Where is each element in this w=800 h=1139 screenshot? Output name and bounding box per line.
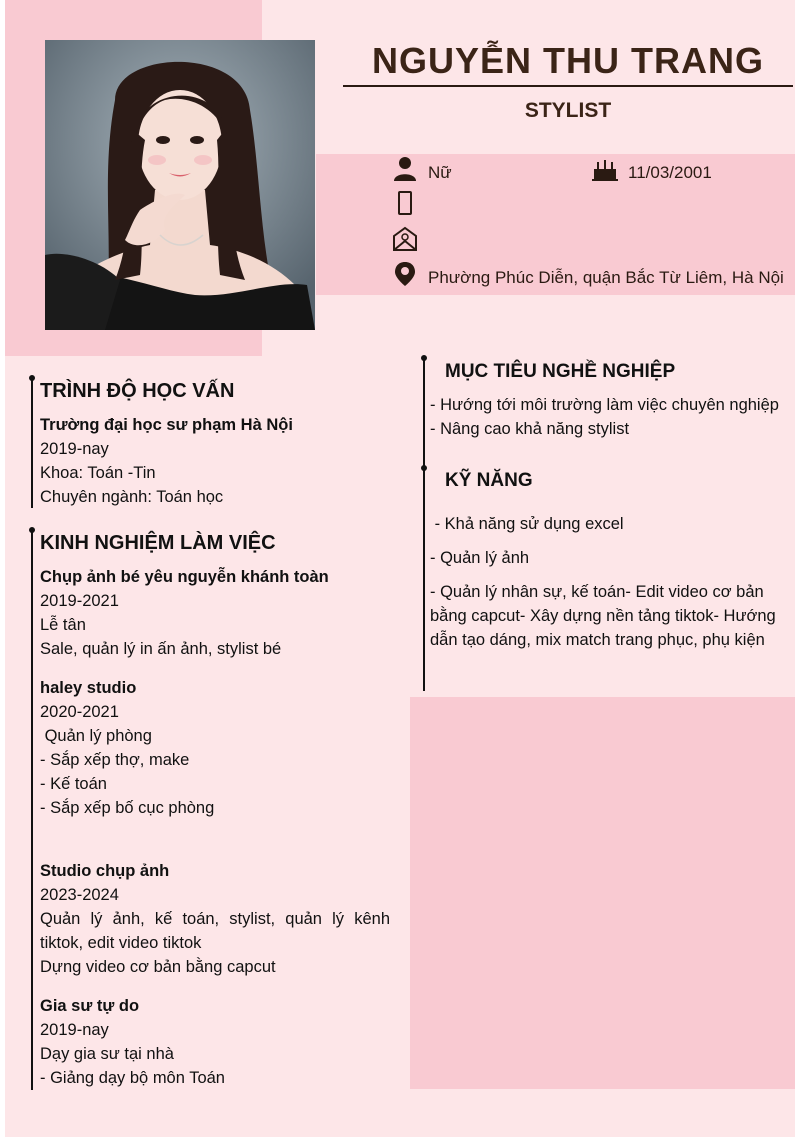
job-detail: Dựng video cơ bản bằng capcut (40, 958, 276, 976)
job-company: Gia sư tự do (40, 997, 140, 1015)
objective-heading: MỤC TIÊU NGHỀ NGHIỆP (445, 361, 676, 382)
objective-line: - Nâng cao khả năng stylist (430, 420, 630, 438)
education-major: Chuyên ngành: Toán học (40, 488, 224, 506)
job-detail: - Giảng dạy bộ môn Toán (40, 1069, 225, 1087)
job-company: Studio chụp ảnh (40, 862, 170, 880)
experience-timeline (31, 530, 33, 1090)
birthday-cake-icon (592, 156, 618, 182)
job-company: Chụp ảnh bé yêu nguyễn khánh toàn (40, 568, 329, 586)
phone-icon (392, 190, 418, 216)
education-period: 2019-nay (40, 440, 109, 458)
birthday-value: 11/03/2001 (628, 163, 712, 182)
skill-item: - Khả năng sử dụng excel (430, 515, 624, 533)
job-detail: - Sắp xếp bố cục phòng (40, 799, 215, 817)
profile-photo (45, 40, 315, 330)
objective-line: - Hướng tới môi trường làm việc chuyên nghiệp (430, 396, 779, 414)
full-name: NGUYỄN THU TRANG (372, 40, 764, 81)
job-detail: Sale, quản lý in ấn ảnh, stylist bé (40, 640, 282, 658)
email-icon (392, 226, 418, 252)
portrait-illustration (45, 40, 315, 330)
name-divider (343, 85, 793, 87)
experience-heading: KINH NGHIỆM LÀM VIỆC (40, 532, 276, 554)
skill-item: - Quản lý ảnh (430, 549, 530, 567)
job-detail: - Kế toán (40, 775, 107, 793)
job-detail: Quản lý phòng (40, 727, 152, 745)
location-pin-icon (392, 261, 418, 287)
job-period: 2023-2024 (40, 886, 119, 904)
job-detail: Dạy gia sư tại nhà (40, 1045, 174, 1063)
right-timeline (423, 358, 425, 691)
job-period: 2020-2021 (40, 703, 119, 721)
decorative-panel (410, 697, 795, 1089)
job-period: 2019-nay (40, 1021, 109, 1039)
education-faculty: Khoa: Toán -Tin (40, 464, 156, 482)
skills-heading: KỸ NĂNG (445, 470, 533, 491)
job-title: STYLIST (524, 99, 612, 122)
address-value: Phường Phúc Diễn, quận Bắc Từ Liêm, Hà Nội (428, 268, 784, 287)
education-timeline (31, 378, 33, 508)
person-icon (392, 156, 418, 182)
skill-item: - Quản lý nhân sự, kế toán- Edit video cơ bản bằng capcut- Xây dựng nền tảng tiktok- Hướng dẫn tạo dáng, mix match trang phục, phụ kiện (430, 583, 776, 649)
job-detail: Quản lý ảnh, kế toán, stylist, quản lý kênh tiktok, edit video tiktok (40, 910, 390, 952)
education-heading: TRÌNH ĐỘ HỌC VẤN (40, 380, 235, 402)
job-detail: - Sắp xếp thợ, make (40, 751, 190, 769)
job-period: 2019-2021 (40, 592, 119, 610)
timeline-dot (421, 465, 427, 471)
job-detail: Lễ tân (40, 616, 86, 634)
job-company: haley studio (40, 679, 137, 697)
gender-value: Nữ (428, 163, 452, 182)
education-school: Trường đại học sư phạm Hà Nội (40, 416, 293, 434)
